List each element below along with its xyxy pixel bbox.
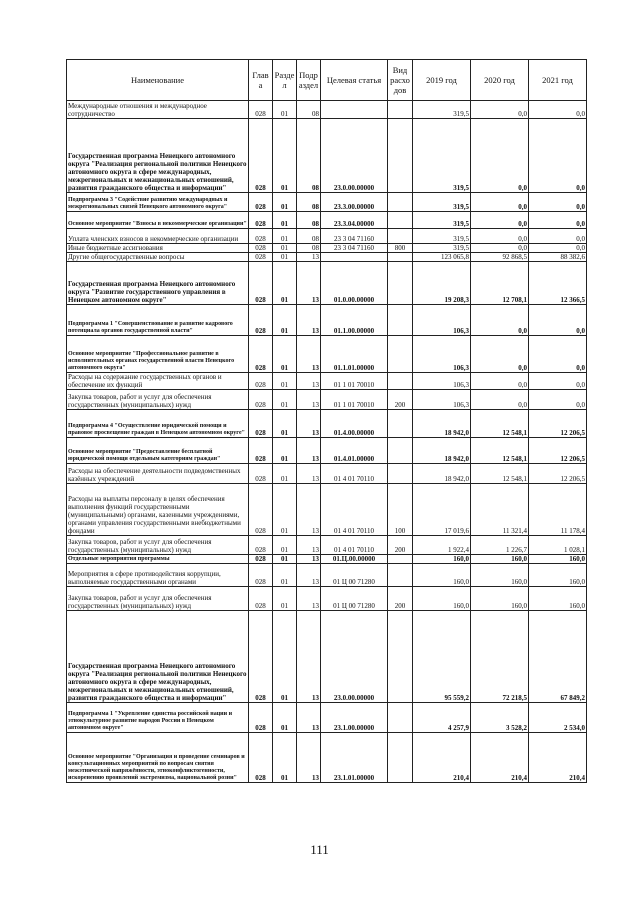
row-target-article-cell: 01 4 01 70110 (321, 536, 388, 555)
row-2021-cell: 0,0 (529, 305, 587, 336)
row-glava-cell: 028 (249, 464, 273, 484)
row-2019-cell: 106,3 (413, 336, 471, 373)
row-razdel-cell: 01 (273, 564, 297, 587)
row-2020-cell: 160,0 (471, 555, 529, 564)
row-name-cell: Государственная программа Ненецкого автономного округа "Развитие государственного управления в Ненецком автономном округе" (67, 262, 249, 305)
row-glava-cell: 028 (249, 564, 273, 587)
row-glava-cell: 028 (249, 262, 273, 305)
row-2021-cell: 0,0 (529, 390, 587, 410)
table-row (67, 305, 587, 336)
row-2020-cell: 0,0 (471, 193, 529, 212)
row-2021-cell: 0,0 (529, 244, 587, 253)
row-target-article-cell: 01.1.01.00000 (321, 336, 388, 373)
row-expense-type-cell (388, 101, 413, 119)
row-expense-type-cell (388, 262, 413, 305)
row-2021-cell: 88 382,6 (529, 253, 587, 262)
row-razdel-cell: 01 (273, 101, 297, 119)
col-header-2020: 2020 год (471, 60, 529, 101)
col-header-podrazdel: Подр аздел (297, 60, 321, 101)
row-razdel-cell: 01 (273, 373, 297, 390)
row-2019-cell: 95 559,2 (413, 611, 471, 703)
row-expense-type-cell: 200 (388, 390, 413, 410)
row-name-cell: Государственная программа Ненецкого автономного округа "Реализация региональной политики Ненецкого автономного округа в сфере международных, межрегиональных и межнациональных отношений, развития гражданского общества и информации" (67, 119, 249, 193)
row-2021-cell: 0,0 (529, 193, 587, 212)
row-2021-cell: 0,0 (529, 101, 587, 119)
row-name-cell: Уплата членских взносов в некоммерческие организации (67, 229, 249, 244)
row-target-article-cell: 23 3 04 71160 (321, 244, 388, 253)
row-target-article-cell: 23.1.01.00000 (321, 733, 388, 783)
row-2019-cell: 106,3 (413, 305, 471, 336)
row-2020-cell: 72 218,5 (471, 611, 529, 703)
row-razdel-cell: 01 (273, 229, 297, 244)
col-header-target-article: Целевая статья (321, 60, 388, 101)
row-2019-cell: 106,3 (413, 373, 471, 390)
row-2021-cell: 0,0 (529, 119, 587, 193)
row-2020-cell: 3 528,2 (471, 703, 529, 733)
row-podrazdel-cell: 08 (297, 212, 321, 229)
row-razdel-cell: 01 (273, 438, 297, 464)
row-target-article-cell: 01.Ц.00.00000 (321, 555, 388, 564)
row-2020-cell: 0,0 (471, 390, 529, 410)
row-razdel-cell: 01 (273, 484, 297, 536)
row-name-cell: Международные отношения и международное сотрудничество (67, 101, 249, 119)
row-razdel-cell: 01 (273, 587, 297, 611)
row-podrazdel-cell: 13 (297, 611, 321, 703)
row-podrazdel-cell: 08 (297, 244, 321, 253)
row-podrazdel-cell: 08 (297, 119, 321, 193)
row-2019-cell: 18 942,0 (413, 464, 471, 484)
table-row (67, 484, 587, 536)
table-row (67, 555, 587, 564)
row-2020-cell: 0,0 (471, 373, 529, 390)
row-target-article-cell: 01.1.00.00000 (321, 305, 388, 336)
row-2020-cell: 160,0 (471, 564, 529, 587)
row-expense-type-cell (388, 611, 413, 703)
table-row (67, 262, 587, 305)
row-expense-type-cell (388, 336, 413, 373)
row-podrazdel-cell: 13 (297, 262, 321, 305)
row-2021-cell: 67 849,2 (529, 611, 587, 703)
table-row (67, 373, 587, 390)
row-2021-cell: 1 028,1 (529, 536, 587, 555)
row-2021-cell: 11 178,4 (529, 484, 587, 536)
row-razdel-cell: 01 (273, 336, 297, 373)
table-row (67, 101, 587, 119)
row-2019-cell: 319,5 (413, 229, 471, 244)
row-glava-cell: 028 (249, 229, 273, 244)
row-2019-cell: 319,5 (413, 101, 471, 119)
row-glava-cell: 028 (249, 373, 273, 390)
row-expense-type-cell (388, 253, 413, 262)
row-2021-cell: 12 206,5 (529, 464, 587, 484)
row-2019-cell: 319,5 (413, 212, 471, 229)
row-2021-cell: 0,0 (529, 212, 587, 229)
table-row (67, 564, 587, 587)
row-podrazdel-cell: 13 (297, 410, 321, 438)
row-glava-cell: 028 (249, 555, 273, 564)
table-row (67, 703, 587, 733)
table-row (67, 336, 587, 373)
table-row (67, 390, 587, 410)
row-2021-cell: 210,4 (529, 733, 587, 783)
row-2019-cell: 319,5 (413, 244, 471, 253)
col-header-razdel: Разде л (273, 60, 297, 101)
row-razdel-cell: 01 (273, 253, 297, 262)
row-2020-cell: 11 321,4 (471, 484, 529, 536)
row-glava-cell: 028 (249, 119, 273, 193)
table-row (67, 464, 587, 484)
row-expense-type-cell (388, 119, 413, 193)
row-2021-cell: 160,0 (529, 555, 587, 564)
row-podrazdel-cell: 13 (297, 336, 321, 373)
row-razdel-cell: 01 (273, 703, 297, 733)
table-row (67, 253, 587, 262)
row-2019-cell: 19 208,3 (413, 262, 471, 305)
row-name-cell: Расходы на обеспечение деятельности подведомственных казённых учреждений (67, 464, 249, 484)
table-row (67, 587, 587, 611)
row-target-article-cell: 01 1 01 70010 (321, 390, 388, 410)
row-glava-cell: 028 (249, 390, 273, 410)
row-glava-cell: 028 (249, 536, 273, 555)
row-target-article-cell: 01 4 01 70110 (321, 484, 388, 536)
row-name-cell: Подпрограмма 1 "Укрепление единства российской нации и этнокультурное развитие народов России в Ненецком автономном округе" (67, 703, 249, 733)
col-header-2021: 2021 год (529, 60, 587, 101)
row-2021-cell: 0,0 (529, 373, 587, 390)
row-name-cell: Закупка товаров, работ и услуг для обеспечения государственных (муниципальных) нужд (67, 536, 249, 555)
row-2019-cell: 123 065,8 (413, 253, 471, 262)
row-2020-cell: 160,0 (471, 587, 529, 611)
row-razdel-cell: 01 (273, 733, 297, 783)
row-podrazdel-cell: 13 (297, 733, 321, 783)
row-name-cell: Основное мероприятие "Организация и проведение семинаров и консультационных мероприятий по вопросам снятия межэтнической напряжённости, этноконфликтогенности, искоренению проявлений экстремизма, национальной розни" (67, 733, 249, 783)
row-expense-type-cell (388, 464, 413, 484)
row-2019-cell: 319,5 (413, 193, 471, 212)
row-razdel-cell: 01 (273, 193, 297, 212)
row-2020-cell: 210,4 (471, 733, 529, 783)
row-name-cell: Подпрограмма 4 "Осуществление юридической помощи и правовое просвещение граждан в Ненецком автономном округе" (67, 410, 249, 438)
row-2020-cell: 12 708,1 (471, 262, 529, 305)
row-name-cell: Основное мероприятие "Профессиональное развитие в исполнительных органах государственной власти Ненецкого автономного округа" (67, 336, 249, 373)
table-row (67, 193, 587, 212)
col-header-name: Наименование (67, 60, 249, 101)
row-razdel-cell: 01 (273, 119, 297, 193)
col-header-2019: 2019 год (413, 60, 471, 101)
row-podrazdel-cell: 13 (297, 484, 321, 536)
row-podrazdel-cell: 08 (297, 229, 321, 244)
row-glava-cell: 028 (249, 484, 273, 536)
row-razdel-cell: 01 (273, 611, 297, 703)
table-row (67, 410, 587, 438)
row-podrazdel-cell: 13 (297, 253, 321, 262)
row-name-cell: Другие общегосударственные вопросы (67, 253, 249, 262)
row-2021-cell: 160,0 (529, 564, 587, 587)
table-row (67, 119, 587, 193)
row-razdel-cell: 01 (273, 555, 297, 564)
table-row (67, 536, 587, 555)
row-podrazdel-cell: 13 (297, 703, 321, 733)
row-target-article-cell: 01.4.01.00000 (321, 438, 388, 464)
row-2020-cell: 12 548,1 (471, 410, 529, 438)
col-header-glava: Глав а (249, 60, 273, 101)
row-name-cell: Основное мероприятие "Взносы в некоммерческие организации" (67, 212, 249, 229)
row-target-article-cell: 01 1 01 70010 (321, 373, 388, 390)
table-body (67, 101, 587, 783)
budget-table (66, 59, 587, 783)
row-2019-cell: 106,3 (413, 390, 471, 410)
table-row (67, 244, 587, 253)
row-glava-cell: 028 (249, 212, 273, 229)
row-glava-cell: 028 (249, 193, 273, 212)
row-2020-cell: 92 868,5 (471, 253, 529, 262)
row-2020-cell: 0,0 (471, 244, 529, 253)
row-glava-cell: 028 (249, 305, 273, 336)
row-glava-cell: 028 (249, 244, 273, 253)
row-razdel-cell: 01 (273, 536, 297, 555)
row-glava-cell: 028 (249, 253, 273, 262)
row-2021-cell: 12 206,5 (529, 438, 587, 464)
row-razdel-cell: 01 (273, 244, 297, 253)
table-row (67, 611, 587, 703)
row-target-article-cell: 23.3.04.00000 (321, 212, 388, 229)
row-name-cell: Подпрограмма 3 "Содействие развитию международных и межрегиональных связей Ненецкого автономного округа" (67, 193, 249, 212)
row-2019-cell: 210,4 (413, 733, 471, 783)
row-target-article-cell: 01 Ц 00 71280 (321, 564, 388, 587)
row-2019-cell: 160,0 (413, 564, 471, 587)
row-podrazdel-cell: 13 (297, 373, 321, 390)
row-target-article-cell: 01 Ц 00 71280 (321, 587, 388, 611)
row-name-cell: Отдельные мероприятия программы (67, 555, 249, 564)
table-row (67, 212, 587, 229)
row-target-article-cell: 01.0.00.00000 (321, 262, 388, 305)
row-podrazdel-cell: 13 (297, 438, 321, 464)
row-razdel-cell: 01 (273, 464, 297, 484)
row-2021-cell: 12 366,5 (529, 262, 587, 305)
row-name-cell: Мероприятия в сфере противодействия коррупции, выполняемые государственными органами (67, 564, 249, 587)
row-expense-type-cell (388, 212, 413, 229)
row-target-article-cell (321, 253, 388, 262)
row-name-cell: Закупка товаров, работ и услуг для обеспечения государственных (муниципальных) нужд (67, 587, 249, 611)
row-podrazdel-cell: 13 (297, 536, 321, 555)
row-2021-cell: 160,0 (529, 587, 587, 611)
row-2020-cell: 0,0 (471, 229, 529, 244)
row-expense-type-cell (388, 373, 413, 390)
row-podrazdel-cell: 13 (297, 555, 321, 564)
row-razdel-cell: 01 (273, 262, 297, 305)
table-row (67, 733, 587, 783)
table-row (67, 229, 587, 244)
row-podrazdel-cell: 13 (297, 587, 321, 611)
row-2019-cell: 18 942,0 (413, 410, 471, 438)
row-target-article-cell: 23.1.00.00000 (321, 703, 388, 733)
row-expense-type-cell (388, 703, 413, 733)
row-glava-cell: 028 (249, 733, 273, 783)
row-2020-cell: 0,0 (471, 212, 529, 229)
row-podrazdel-cell: 13 (297, 390, 321, 410)
table-row (67, 438, 587, 464)
row-2019-cell: 18 942,0 (413, 438, 471, 464)
row-2020-cell: 0,0 (471, 101, 529, 119)
row-2019-cell: 4 257,9 (413, 703, 471, 733)
row-name-cell: Государственная программа Ненецкого автономного округа "Реализация региональной политики Ненецкого автономного округа в сфере международных, межрегиональных и межнациональных отношений, развития гражданского общества и информации" (67, 611, 249, 703)
row-glava-cell: 028 (249, 336, 273, 373)
row-2020-cell: 0,0 (471, 119, 529, 193)
col-header-expense-type: Вид расхо дов (388, 60, 413, 101)
row-target-article-cell: 01 4 01 70110 (321, 464, 388, 484)
row-podrazdel-cell: 08 (297, 193, 321, 212)
budget-table-sheet (66, 59, 586, 783)
row-expense-type-cell (388, 733, 413, 783)
row-podrazdel-cell: 13 (297, 464, 321, 484)
row-2021-cell: 12 206,5 (529, 410, 587, 438)
row-razdel-cell: 01 (273, 212, 297, 229)
table-header-row (67, 60, 587, 101)
row-expense-type-cell (388, 438, 413, 464)
row-glava-cell: 028 (249, 101, 273, 119)
row-name-cell: Иные бюджетные ассигнования (67, 244, 249, 253)
row-2019-cell: 160,0 (413, 587, 471, 611)
row-2019-cell: 319,5 (413, 119, 471, 193)
row-expense-type-cell (388, 305, 413, 336)
row-glava-cell: 028 (249, 611, 273, 703)
row-glava-cell: 028 (249, 438, 273, 464)
row-target-article-cell: 23.3.00.00000 (321, 193, 388, 212)
row-razdel-cell: 01 (273, 390, 297, 410)
row-name-cell: Основное мероприятие "Предоставление бесплатной юридической помощи отдельным категориям граждан" (67, 438, 249, 464)
row-target-article-cell (321, 101, 388, 119)
row-2021-cell: 0,0 (529, 229, 587, 244)
row-expense-type-cell (388, 564, 413, 587)
page-number: 111 (310, 842, 329, 857)
row-target-article-cell: 23 3 04 71160 (321, 229, 388, 244)
row-name-cell: Подпрограмма 1 "Совершенствование и развитие кадрового потенциала органов государственной власти" (67, 305, 249, 336)
row-expense-type-cell: 800 (388, 244, 413, 253)
row-glava-cell: 028 (249, 703, 273, 733)
row-2020-cell: 0,0 (471, 336, 529, 373)
row-2020-cell: 12 548,1 (471, 464, 529, 484)
row-2020-cell: 1 226,7 (471, 536, 529, 555)
row-2021-cell: 2 534,0 (529, 703, 587, 733)
row-2020-cell: 0,0 (471, 305, 529, 336)
row-expense-type-cell: 200 (388, 587, 413, 611)
row-expense-type-cell (388, 555, 413, 564)
row-target-article-cell: 23.0.00.00000 (321, 611, 388, 703)
row-expense-type-cell (388, 229, 413, 244)
row-expense-type-cell: 100 (388, 484, 413, 536)
row-razdel-cell: 01 (273, 305, 297, 336)
row-target-article-cell: 23.0.00.00000 (321, 119, 388, 193)
row-name-cell: Расходы на содержание государственных органов и обеспечение их функций (67, 373, 249, 390)
row-2021-cell: 0,0 (529, 336, 587, 373)
row-razdel-cell: 01 (273, 410, 297, 438)
row-2019-cell: 1 922,4 (413, 536, 471, 555)
row-name-cell: Закупка товаров, работ и услуг для обеспечения государственных (муниципальных) нужд (67, 390, 249, 410)
row-expense-type-cell: 200 (388, 536, 413, 555)
row-name-cell: Расходы на выплаты персоналу в целях обеспечения выполнения функций государственными (муниципальными) органами, казенными учреждениями, органами управления государственными внебюджетными фондами (67, 484, 249, 536)
row-2019-cell: 160,0 (413, 555, 471, 564)
row-2020-cell: 12 548,1 (471, 438, 529, 464)
row-podrazdel-cell: 13 (297, 564, 321, 587)
row-glava-cell: 028 (249, 587, 273, 611)
row-2019-cell: 17 019,6 (413, 484, 471, 536)
row-expense-type-cell (388, 410, 413, 438)
row-target-article-cell: 01.4.00.00000 (321, 410, 388, 438)
row-podrazdel-cell: 13 (297, 305, 321, 336)
row-podrazdel-cell: 08 (297, 101, 321, 119)
row-glava-cell: 028 (249, 410, 273, 438)
row-expense-type-cell (388, 193, 413, 212)
